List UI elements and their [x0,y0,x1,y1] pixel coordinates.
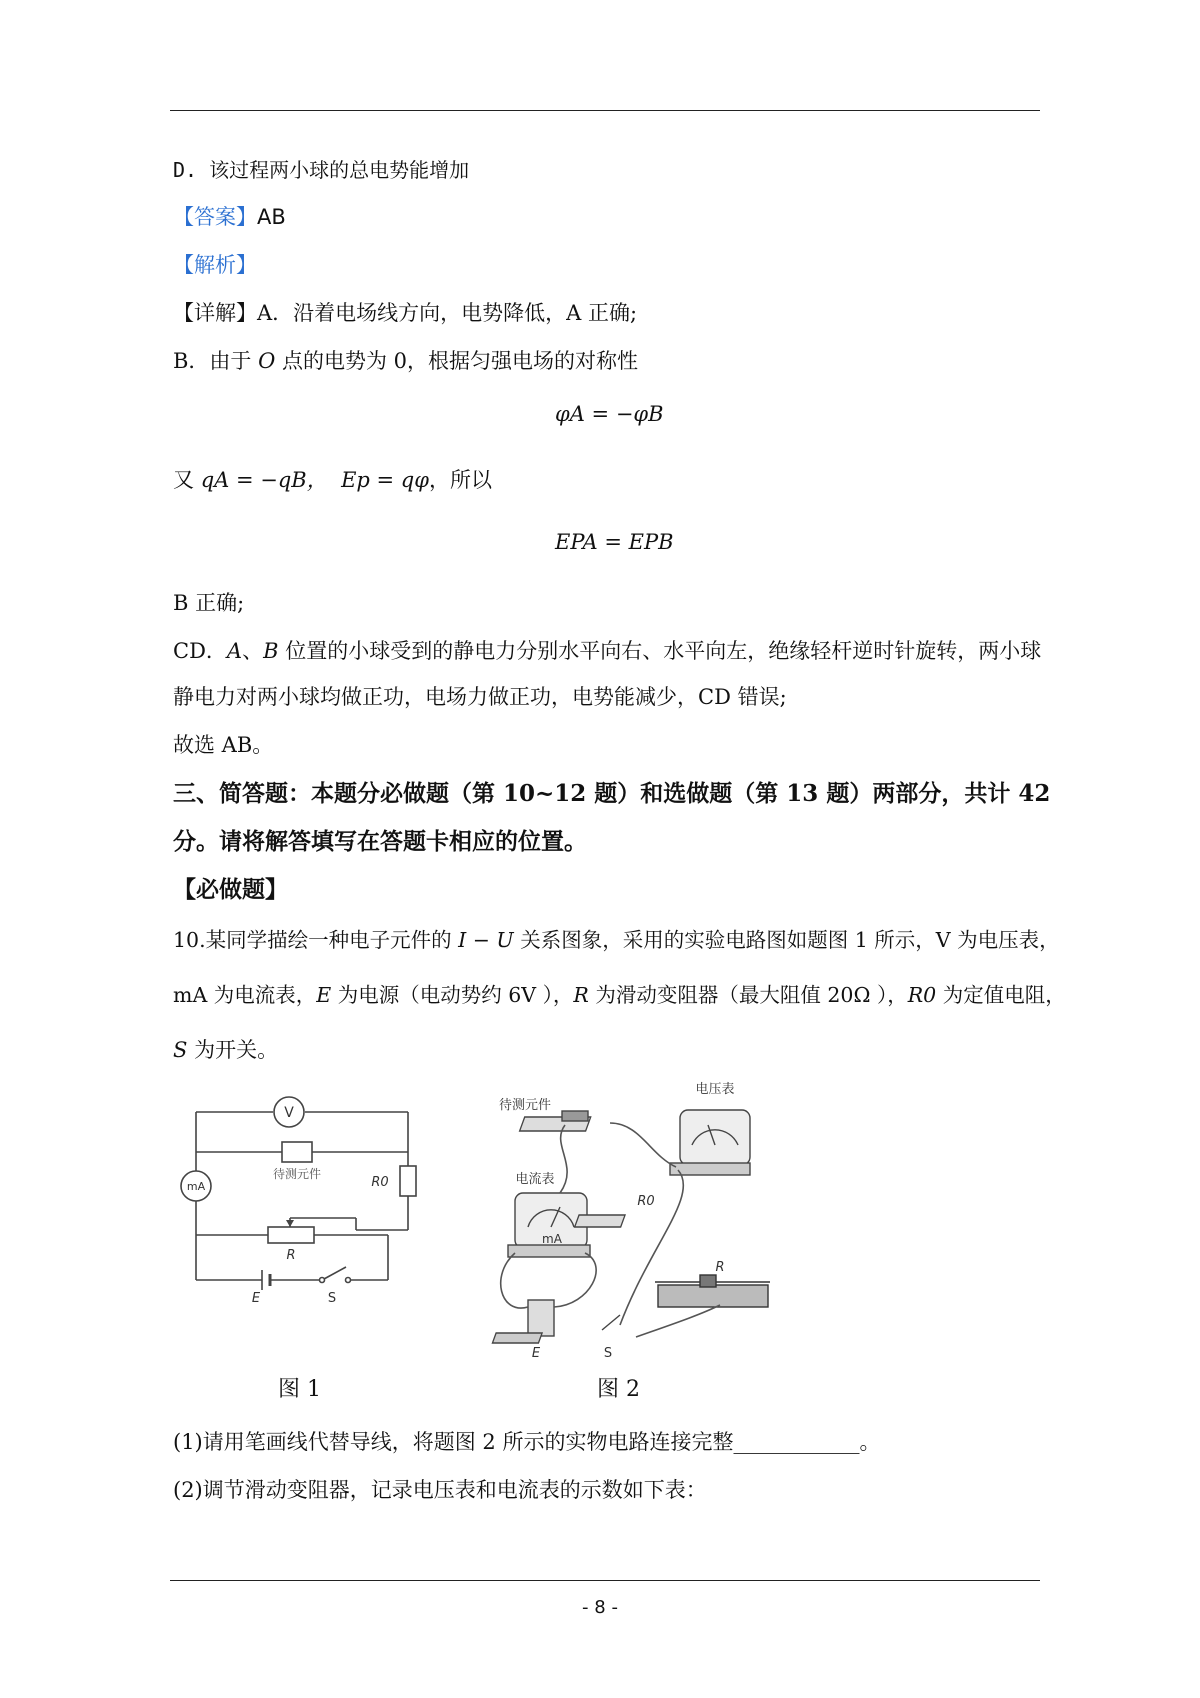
also-ep: Ep = qφ [341,468,429,492]
answer-line [173,202,286,232]
b-correct: B 正确; [173,591,245,615]
section3-line-2: 分。请将解答填写在答题卡相应的位置。 [173,828,587,855]
formula-2: EPA = EPB [555,530,674,554]
cd-line-1 [173,636,1041,666]
fig2-component-label: 待测元件 [498,1098,552,1113]
fig2-caption: 图 2 [597,1377,640,1402]
q10-s-desc: 为开关。 [187,1038,279,1062]
fig1-component-label: 待测元件 [272,1167,322,1181]
analysis-tag: 【解析】 [173,253,257,277]
fig2-r0-label: R0 [637,1194,655,1209]
answer-tag: 【答案】 [173,205,257,229]
also-line [173,465,492,495]
fig1-e-label: E [251,1291,261,1306]
fig2-r-label: R [715,1260,725,1275]
voltmeter-drawing [670,1110,750,1175]
b-pre: B．由于 [173,349,259,373]
page-number: - 8 - [582,1597,618,1618]
circuit-diagram-fig1 [170,1090,430,1320]
footer-rule [170,1580,1040,1581]
fig1-r0-label: R0 [371,1175,389,1190]
detail-a: A．沿着电场线方向，电势降低，A 正确; [257,301,638,325]
cd-a: A [226,639,243,663]
q10-r0-desc: 为定值电阻， [936,983,1066,1007]
cd-post: 位置的小球受到的静电力分别水平向右、水平向左，绝缘轻杆逆时针旋转，两小球 [278,639,1042,663]
q10-line-3 [173,1035,278,1065]
q10-r-desc: 为滑动变阻器（最大阻值 20Ω ）， [588,983,908,1007]
b-line [173,346,638,376]
fig1-s-label: S [327,1291,337,1306]
fig1-ma-label: mA [186,1180,206,1193]
detail-tag: 【详解】 [173,301,257,325]
q10-r: R [573,983,589,1007]
header-rule [170,110,1040,111]
section3-line-1: 三、简答题：本题分必做题（第 10~12 题）和选做题（第 13 题）两部分，共计 42 [173,780,1051,807]
also-q: qA = −qB， [200,468,328,492]
q10-iu: I − U [458,928,514,952]
also-post: ，所以 [428,468,492,492]
rheostat-drawing [655,1275,770,1307]
fig1-caption: 图 1 [278,1377,321,1402]
fig1-r-label: R [286,1248,296,1263]
q10-s: S [173,1038,188,1062]
q10-post: 关系图象，采用的实验电路图如题图 1 所示，V 为电压表， [513,928,1060,952]
b-post: 点的电势为 0，根据匀强电场的对称性 [275,349,639,373]
cd-pre: CD． [173,639,227,663]
answer-value: AB [257,205,286,229]
fig2-e-label: E [531,1346,541,1361]
choose-line: 故选 AB。 [173,733,274,757]
question-2: (2)调节滑动变阻器，记录电压表和电流表的示数如下表： [173,1478,707,1502]
detail-line [173,298,637,328]
q10-line-1 [173,925,1060,955]
fig2-voltmeter-label: 电压表 [695,1082,735,1097]
question-1: (1)请用笔画线代替导线，将题图 2 所示的实物电路连接完整____________。 [173,1430,881,1454]
q10-e: E [316,983,332,1007]
q10-line-2 [173,980,1066,1010]
q10-pre: 10.某同学描绘一种电子元件的 [173,928,459,952]
fig2-ma-label: mA [542,1232,562,1246]
cd-b: B [263,639,279,663]
physical-circuit-fig2 [470,1075,790,1370]
fig1-v-label: V [284,1105,294,1121]
option-d: D. 该过程两小球的总电势能增加 [173,158,470,182]
required-tag: 【必做题】 [173,876,288,903]
q10-r0: R0 [907,983,937,1007]
fig2-ammeter-label: 电流表 [515,1172,555,1187]
cd-line-2: 静电力对两小球均做正功，电场力做正功，电势能减少，CD 错误; [173,685,787,709]
q10-e-desc: 为电源（电动势约 6V ）， [331,983,574,1007]
cd-sep: 、 [242,639,264,663]
also-pre: 又 [173,468,201,492]
b-o: O [258,349,276,373]
q10-ma: mA 为电流表， [173,983,317,1007]
fig2-s-label: S [603,1346,613,1361]
formula-1: φA = −φB [555,402,664,426]
